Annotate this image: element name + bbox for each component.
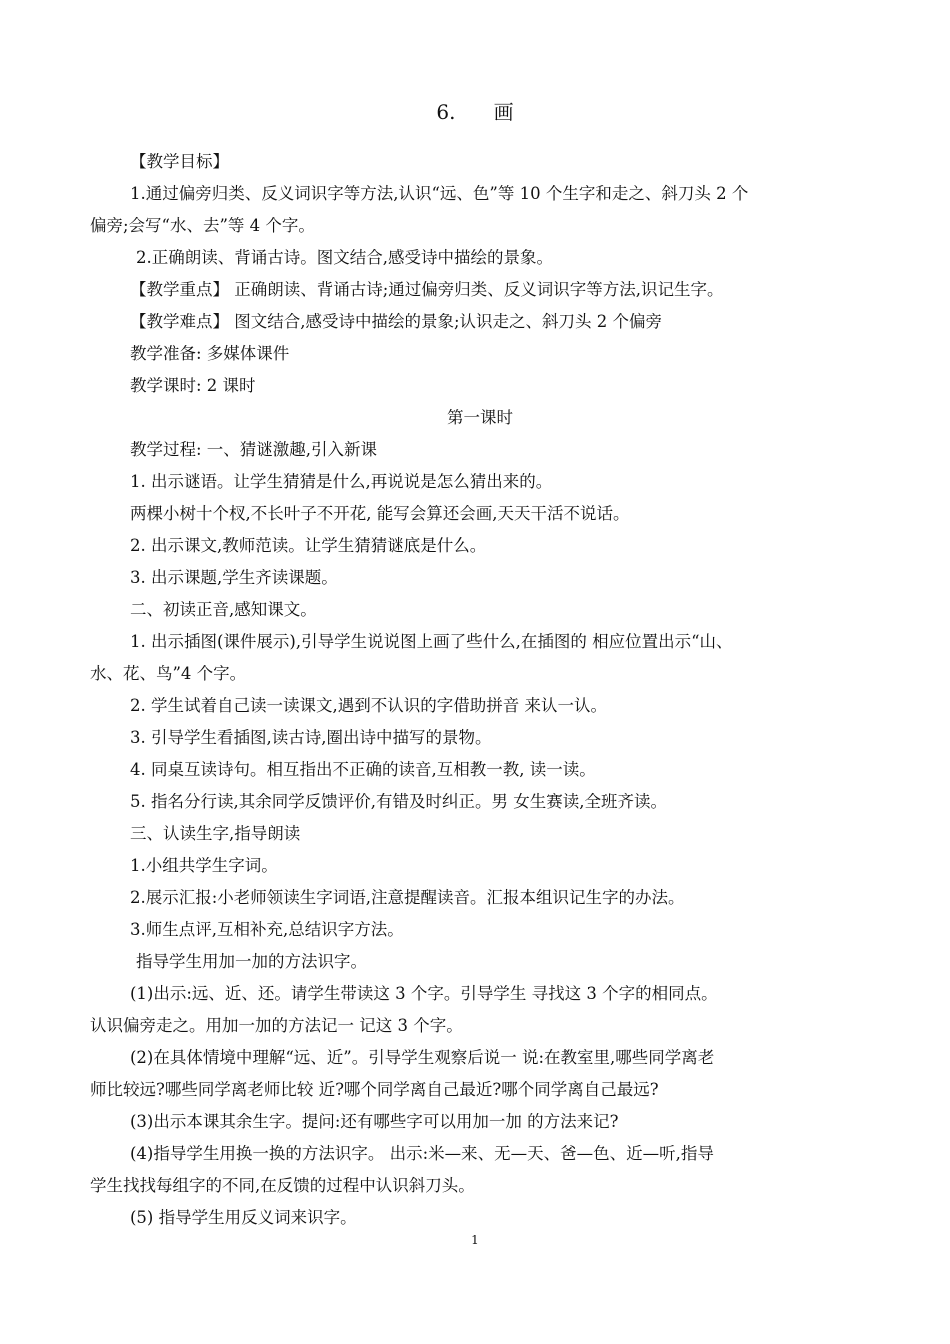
paragraph-line: 教学准备: 多媒体课件 [130, 344, 290, 363]
paragraph-line: 学生找找每组字的不同,在反馈的过程中认识斜刀头。 [90, 1176, 475, 1195]
section-heading-part-two: 二、初读正音,感知课文。 [130, 600, 317, 619]
paragraph-line: 4. 同桌互读诗句。相互指出不正确的读音,互相教一教, 读一读。 [130, 760, 596, 779]
paragraph-line: 2. 学生试着自己读一读课文,遇到不认识的字借助拼音 来认一认。 [130, 696, 607, 715]
paragraph-line: 2.正确朗读、背诵古诗。图文结合,感受诗中描绘的景象。 [136, 248, 553, 267]
section-heading-part-three: 三、认读生字,指导朗读 [130, 824, 301, 843]
paragraph-line: 师比较远?哪些同学离老师比较 近?哪个同学离自己最近?哪个同学离自己最远? [90, 1080, 659, 1099]
section-heading-difficulties: 【教学难点】 图文结合,感受诗中描绘的景象;认识走之、斜刀头 2 个偏旁 [130, 312, 663, 331]
paragraph-line: (3)出示本课其余生字。提问:还有哪些字可以用加一加 的方法来记? [130, 1112, 619, 1131]
subheading-first-lesson: 第一课时 [447, 408, 513, 427]
paragraph-line: 3.师生点评,互相补充,总结识字方法。 [130, 920, 404, 939]
paragraph-line: 1.小组共学生字词。 [130, 856, 278, 875]
paragraph-line: 1.通过偏旁归类、反义词识字等方法,认识“远、色”等 10 个生字和走之、斜刀头 2 个 [130, 184, 749, 203]
paragraph-line: 1. 出示谜语。让学生猜猜是什么,再说说是怎么猜出来的。 [130, 472, 553, 491]
section-heading-key-points: 【教学重点】 正确朗读、背诵古诗;通过偏旁归类、反义词识字等方法,识记生字。 [130, 280, 724, 299]
section-heading-objectives: 【教学目标】 [130, 152, 229, 171]
paragraph-line: 偏旁;会写“水、去”等 4 个字。 [90, 216, 315, 235]
paragraph-line: 5. 指名分行读,其余同学反馈评价,有错及时纠正。男 女生赛读,全班齐读。 [130, 792, 667, 811]
lesson-body [90, 146, 870, 1234]
paragraph-line: 2.展示汇报:小老师领读生字词语,注意提醒读音。汇报本组识记生字的办法。 [130, 888, 685, 907]
paragraph-line: 水、花、鸟”4 个字。 [90, 664, 247, 683]
paragraph-line: 3. 引导学生看插图,读古诗,圈出诗中描写的景物。 [130, 728, 492, 747]
page-number: 1 [471, 1233, 479, 1247]
paragraph-line: (4)指导学生用换一换的方法识字。 出示:米—来、无—天、爸—色、近—听,指导 [130, 1144, 714, 1163]
paragraph-line: 3. 出示课题,学生齐读课题。 [130, 568, 338, 587]
paragraph-line: 2. 出示课文,教师范读。让学生猜猜谜底是什么。 [130, 536, 487, 555]
lesson-title: 6. 画 [436, 100, 514, 124]
paragraph-line: 认识偏旁走之。用加一加的方法记一 记这 3 个字。 [90, 1016, 463, 1035]
paragraph-line: (1)出示:远、近、还。请学生带读这 3 个字。引导学生 寻找这 3 个字的相同点。 [130, 984, 718, 1003]
paragraph-line: 教学课时: 2 课时 [130, 376, 256, 395]
paragraph-line: 指导学生用加一加的方法识字。 [136, 952, 367, 971]
paragraph-line: 教学过程: 一、猜谜激趣,引入新课 [130, 440, 378, 459]
paragraph-line: (2)在具体情境中理解“远、近”。引导学生观察后说一 说:在教室里,哪些同学离老 [130, 1048, 715, 1067]
paragraph-line: (5) 指导学生用反义词来识字。 [130, 1208, 357, 1227]
paragraph-line: 1. 出示插图(课件展示),引导学生说说图上画了些什么,在插图的 相应位置出示“山、 [130, 632, 733, 651]
paragraph-line: 两棵小树十个杈,不长叶子不开花, 能写会算还会画,天天干活不说话。 [130, 504, 630, 523]
